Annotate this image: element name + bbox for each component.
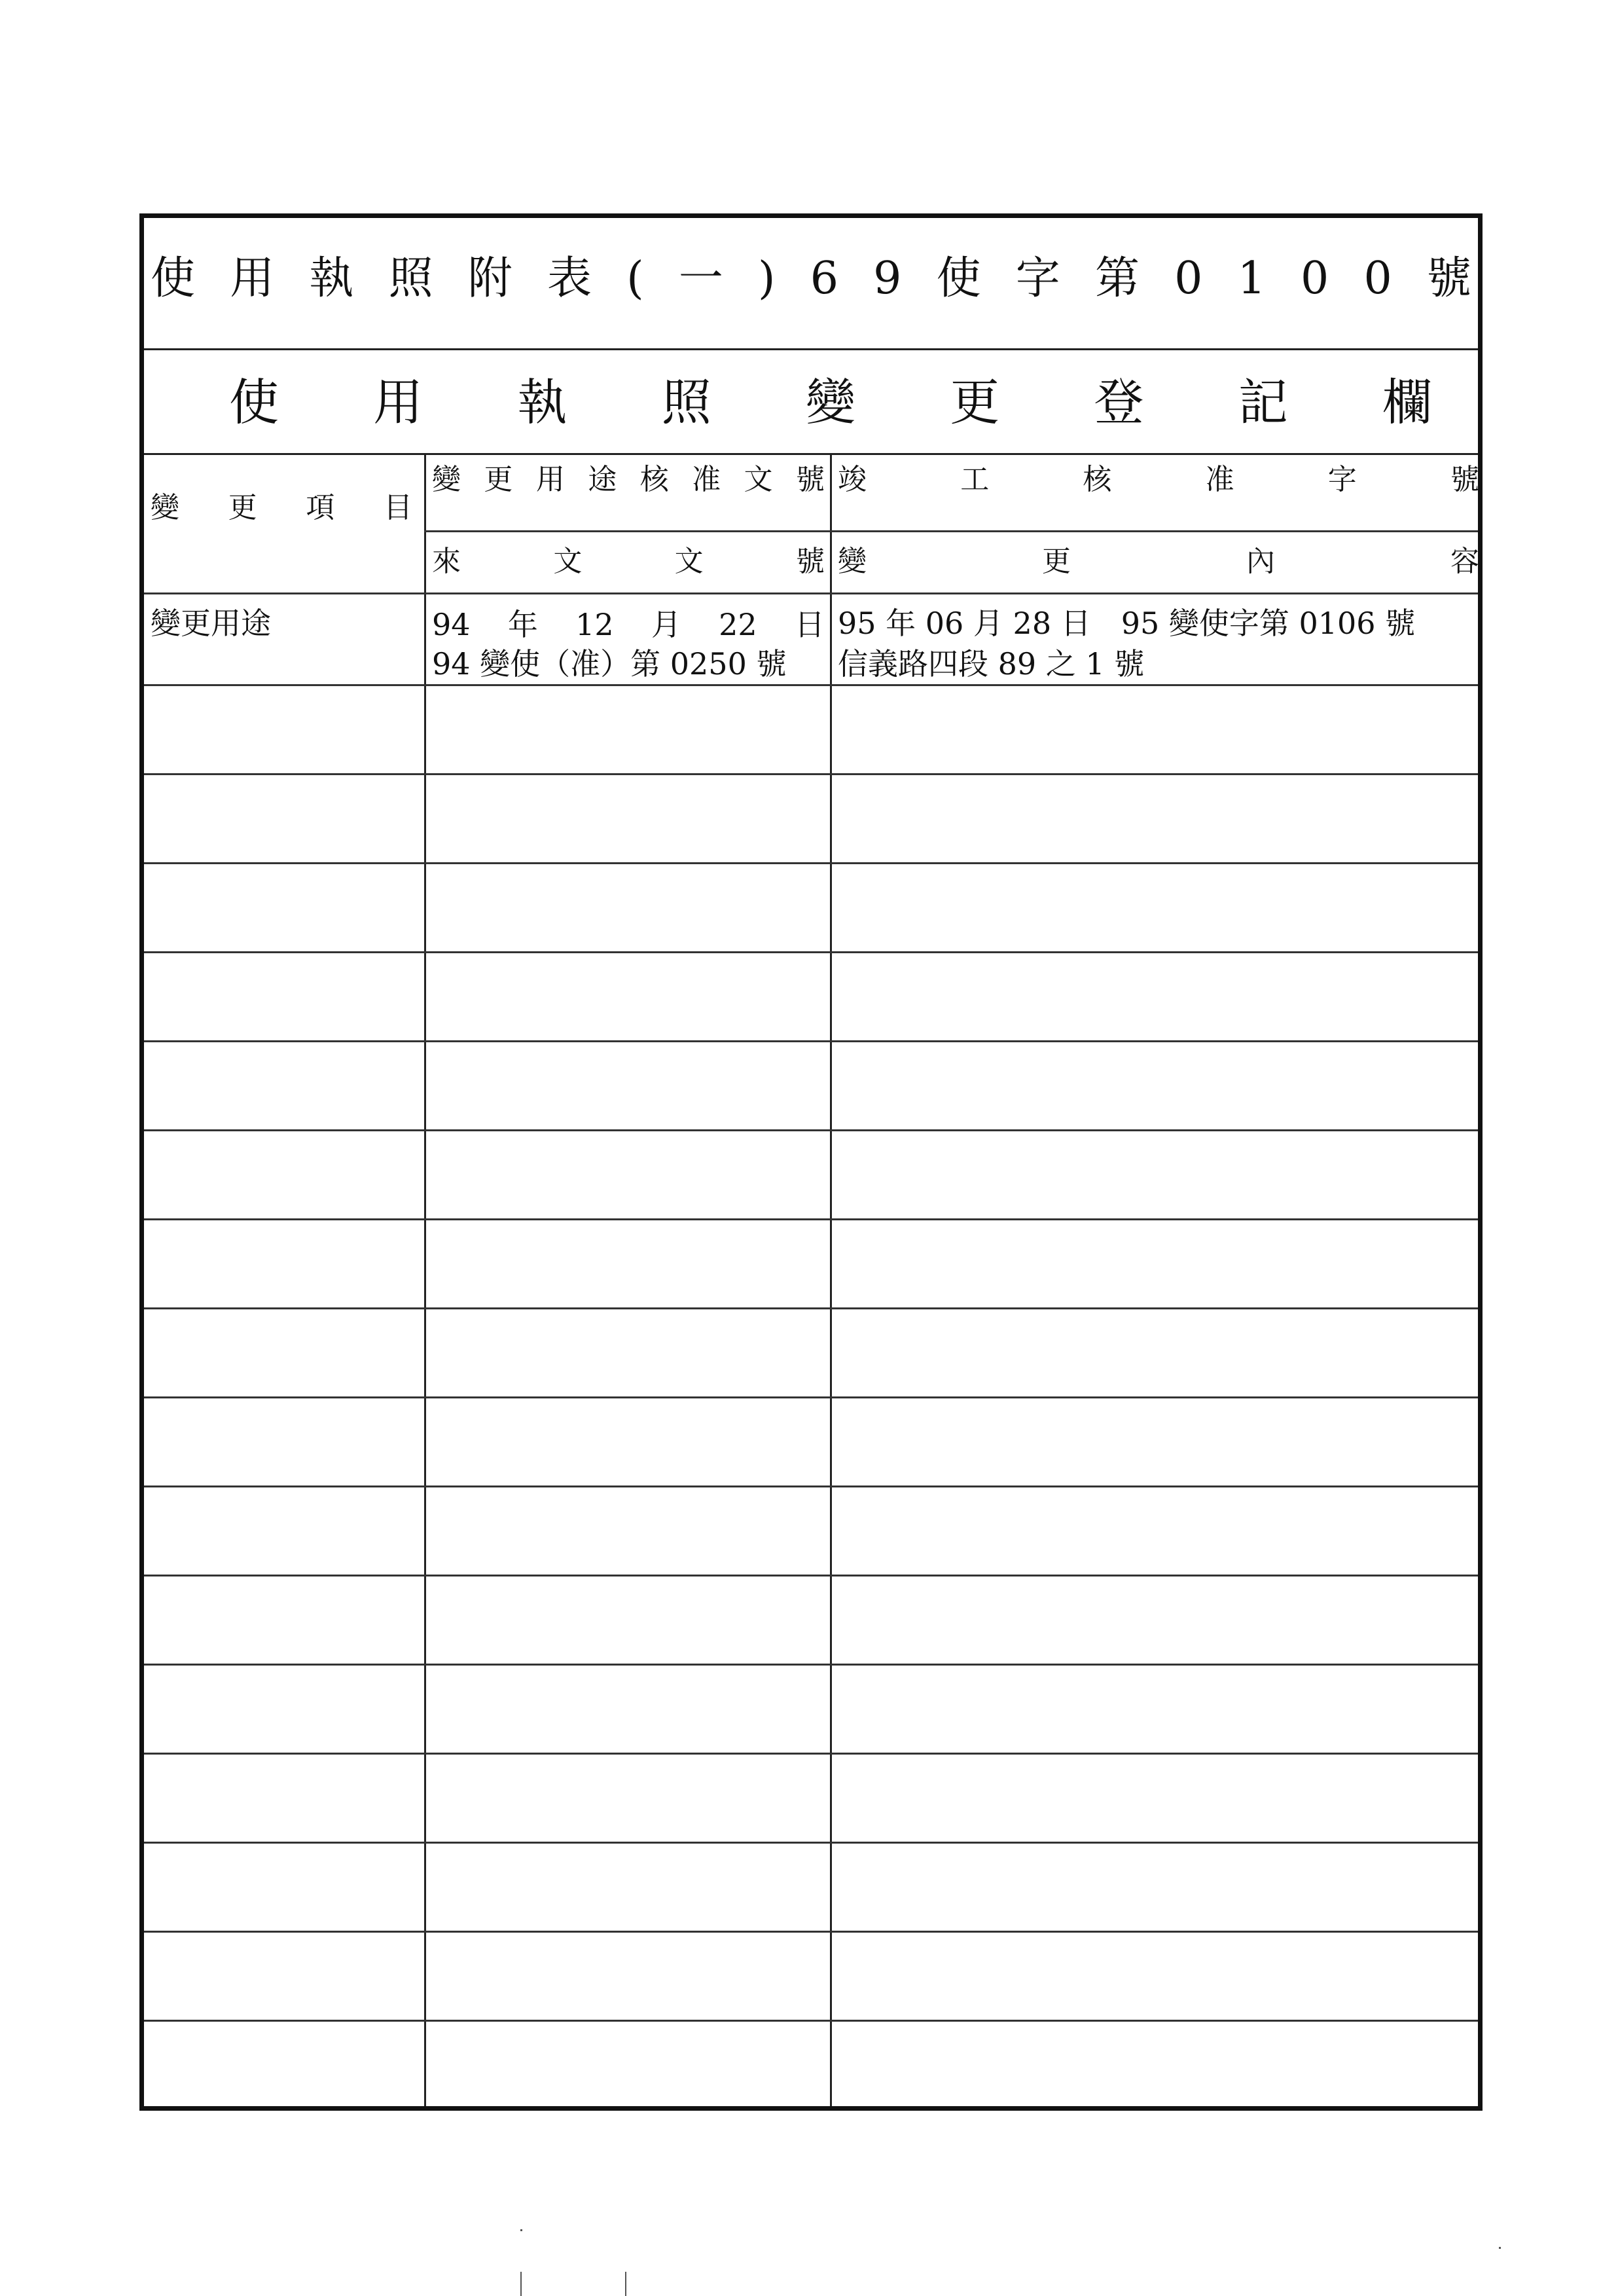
title-char: )	[758, 253, 776, 304]
header-char: 號	[1450, 463, 1479, 496]
subtitle-char: 變	[806, 373, 855, 431]
subtitle-char: 執	[517, 373, 567, 431]
header-incoming-doc-no	[432, 543, 825, 580]
title-char: 一	[678, 253, 723, 304]
title-char: 6	[810, 253, 838, 304]
header-char: 內	[1246, 545, 1275, 578]
header-char: 文	[674, 545, 704, 578]
entry-change-item: 變更用途	[151, 606, 271, 641]
row-divider	[144, 1396, 1478, 1398]
row-divider	[144, 1664, 1478, 1666]
row-divider	[144, 1575, 1478, 1576]
header-completion-approval-no	[838, 462, 1479, 498]
subtitle-char: 欄	[1382, 373, 1432, 431]
header-char: 變	[838, 545, 867, 578]
entry-approval-date	[432, 604, 825, 645]
header-char: 更	[1042, 545, 1071, 578]
row-divider	[144, 2020, 1478, 2022]
header-char: 變	[151, 491, 179, 524]
title-char: 0	[1301, 253, 1329, 304]
row-divider	[144, 1218, 1478, 1220]
subtitle-char: 更	[950, 373, 1000, 431]
header-char: 號	[795, 545, 825, 578]
header-change-content	[838, 543, 1479, 580]
title-char: 執	[309, 253, 354, 304]
form-title-row	[144, 218, 1478, 350]
scan-dot	[520, 2229, 522, 2231]
title-char: 1	[1237, 253, 1266, 304]
header-char: 用	[535, 463, 565, 496]
title-char: (	[626, 253, 644, 304]
row-divider	[144, 1485, 1478, 1487]
row-divider	[144, 1040, 1478, 1042]
subtitle-char: 使	[229, 373, 279, 431]
row-divider	[144, 1129, 1478, 1131]
header-char: 目	[383, 491, 412, 524]
row-divider	[144, 862, 1478, 864]
row-divider	[144, 1842, 1478, 1844]
header-char: 竣	[838, 463, 867, 496]
date-part: 22	[719, 607, 757, 642]
header-char: 工	[960, 463, 990, 496]
title-char: 表	[547, 253, 592, 304]
form-subtitle	[229, 370, 1432, 435]
title-char: 用	[230, 253, 275, 304]
column-divider-2	[830, 455, 832, 2106]
title-char: 號	[1426, 253, 1471, 304]
header-char: 途	[588, 463, 617, 496]
header-char: 核	[1083, 463, 1112, 496]
header-char: 容	[1450, 545, 1479, 578]
header-char: 號	[795, 463, 825, 496]
row-divider	[144, 1307, 1478, 1309]
header-char: 文	[553, 545, 583, 578]
title-char: 字	[1015, 253, 1060, 304]
header-char: 更	[228, 491, 257, 524]
scan-dot	[1499, 2247, 1501, 2249]
entry-change-content: 信義路四段 89 之 1 號	[838, 646, 1145, 682]
title-char: 0	[1174, 253, 1203, 304]
form-title	[151, 249, 1471, 308]
header-char: 來	[432, 545, 461, 578]
date-part: 日	[794, 607, 825, 642]
scan-tick	[625, 2272, 626, 2296]
header-mid-divider	[424, 530, 1478, 532]
header-approval-doc-no	[432, 462, 825, 498]
header-char: 更	[484, 463, 513, 496]
row-divider	[144, 951, 1478, 953]
title-char: 9	[873, 253, 902, 304]
row-divider	[144, 684, 1478, 686]
row-divider	[144, 1753, 1478, 1755]
header-change-item	[151, 490, 412, 526]
subtitle-char: 照	[661, 373, 711, 431]
header-char: 變	[432, 463, 461, 496]
title-char: 使	[936, 253, 981, 304]
subtitle-char: 登	[1094, 373, 1144, 431]
subtitle-char: 記	[1238, 373, 1288, 431]
row-divider	[144, 773, 1478, 775]
header-char: 准	[1205, 463, 1234, 496]
header-char: 字	[1327, 463, 1357, 496]
column-divider-1	[424, 455, 426, 2106]
header-bottom-divider	[144, 592, 1478, 594]
header-char: 項	[306, 491, 335, 524]
title-char: 照	[388, 253, 433, 304]
entry-approval-no: 94 變使（准）第 0250 號	[432, 646, 787, 682]
header-char: 核	[639, 463, 669, 496]
header-char: 准	[692, 463, 721, 496]
date-part: 年	[507, 607, 538, 642]
title-char: 0	[1363, 253, 1392, 304]
date-part: 12	[575, 607, 614, 642]
header-char: 文	[744, 463, 773, 496]
entry-completion: 95 年 06 月 28 日 95 變使字第 0106 號	[838, 606, 1416, 641]
form-subtitle-row	[144, 350, 1478, 455]
date-part: 94	[432, 607, 471, 642]
title-char: 附	[467, 253, 512, 304]
subtitle-char: 用	[373, 373, 423, 431]
title-char: 使	[151, 253, 196, 304]
row-divider	[144, 1931, 1478, 1933]
change-registration-form	[139, 213, 1483, 2111]
scan-tick	[520, 2272, 522, 2296]
title-char: 第	[1094, 253, 1140, 304]
date-part: 月	[651, 607, 681, 642]
